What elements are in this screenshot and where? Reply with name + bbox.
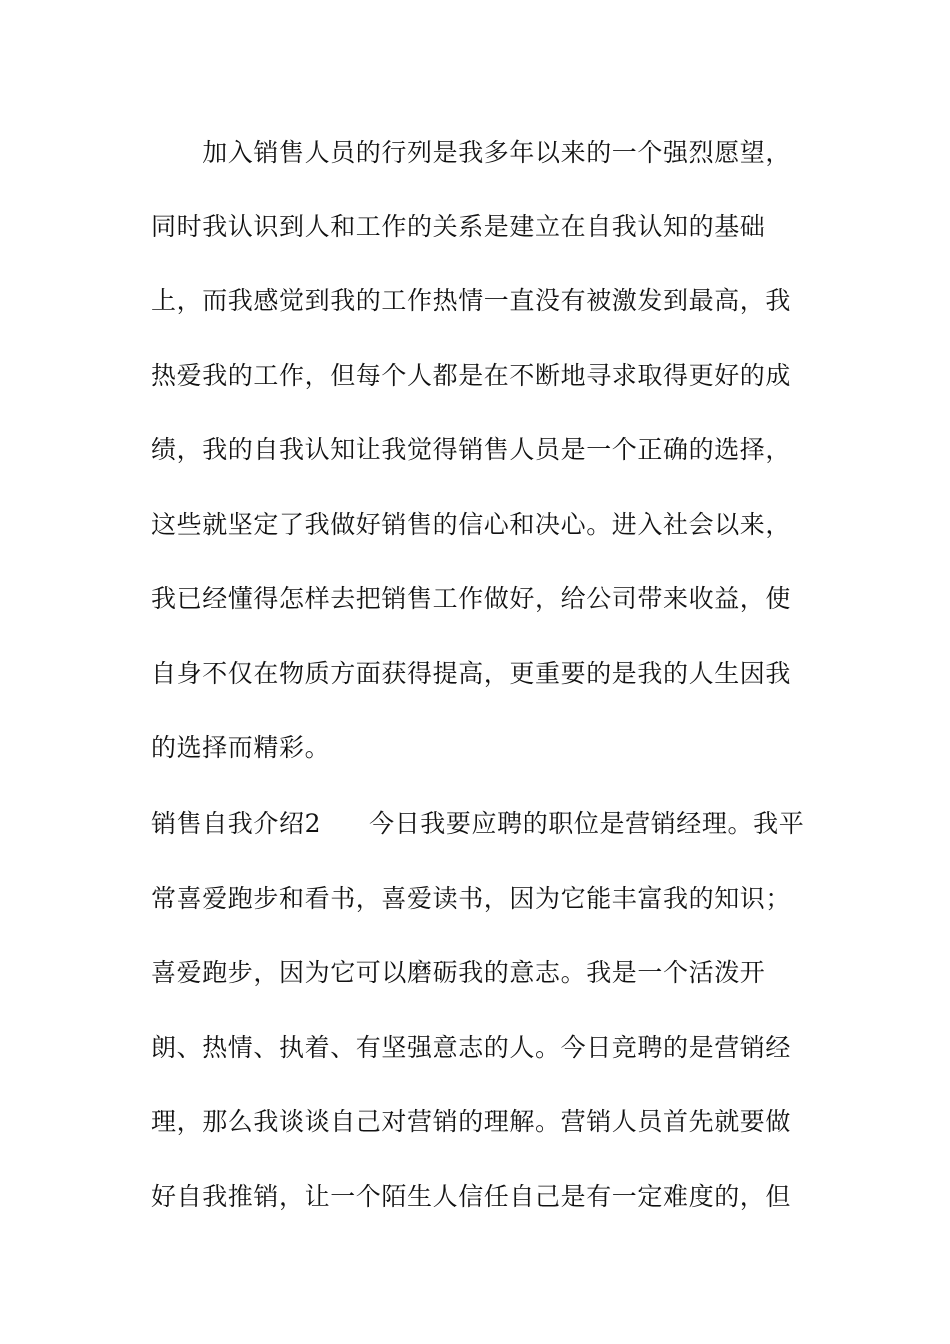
paragraph-line: 绩，我的自我认知让我觉得销售人员是一个正确的选择， <box>151 435 792 464</box>
paragraph-line: 喜爱跑步，因为它可以磨砺我的意志。我是一个活泼开 <box>151 958 766 987</box>
paragraph-line: 加入销售人员的行列是我多年以来的一个强烈愿望， <box>151 138 792 167</box>
paragraph-line: 同时我认识到人和工作的关系是建立在自我认知的基础 <box>151 212 766 241</box>
paragraph-line: 上，而我感觉到我的工作热情一直没有被激发到最高，我 <box>151 286 792 315</box>
paragraph-line: 理，那么我谈谈自己对营销的理解。营销人员首先就要做 <box>151 1107 792 1136</box>
paragraph-line: 热爱我的工作，但每个人都是在不断地寻求取得更好的成 <box>151 361 792 390</box>
paragraph-line: 朗、热情、执着、有坚强意志的人。今日竞聘的是营销经 <box>151 1033 792 1062</box>
paragraph-line: 的选择而精彩。 <box>151 733 331 762</box>
paragraph-line: 我已经懂得怎样去把销售工作做好，给公司带来收益，使 <box>151 584 792 613</box>
section-heading: 销售自我介绍2 <box>151 809 322 838</box>
paragraph-line: 好自我推销，让一个陌生人信任自己是有一定难度的，但 <box>151 1182 792 1211</box>
section-2-first-line <box>151 809 804 839</box>
paragraph-line: 常喜爱跑步和看书，喜爱读书，因为它能丰富我的知识； <box>151 884 792 913</box>
paragraph-line: 自身不仅在物质方面获得提高，更重要的是我的人生因我 <box>151 659 792 688</box>
paragraph-line: 这些就坚定了我做好销售的信心和决心。进入社会以来， <box>151 510 792 539</box>
section-2-text: 今日我要应聘的职位是营销经理。我平 <box>369 809 805 838</box>
